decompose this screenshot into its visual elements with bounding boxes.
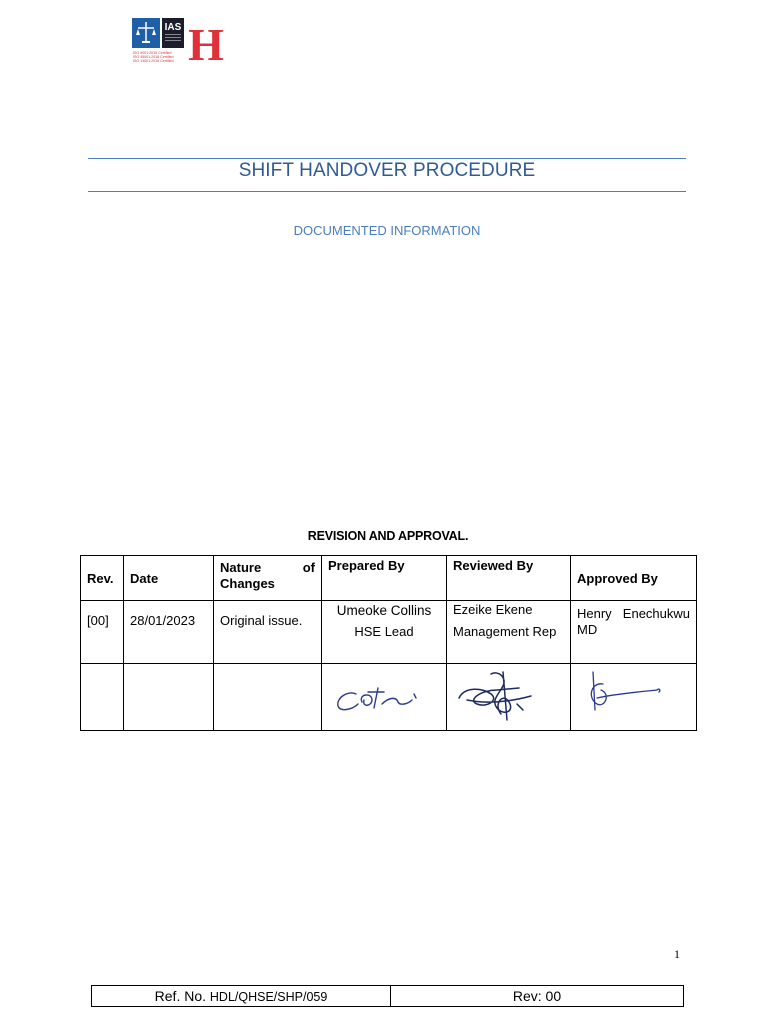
col-nature-of: of (302, 560, 315, 575)
document-subtitle: DOCUMENTED INFORMATION (293, 223, 481, 238)
col-nature-changes: Changes (220, 576, 275, 591)
ias-text: IAS (164, 22, 182, 33)
reviewed-signature (447, 664, 570, 730)
cert-line-3: ISO 14001:2015 Certified (133, 59, 174, 63)
col-rev: Rev. (81, 556, 124, 601)
reviewed-role: Management Rep (453, 624, 557, 639)
title-rule-bottom (88, 191, 686, 192)
col-nature (214, 556, 322, 601)
cert-line-2: ISO 45001:2018 Certified (133, 55, 174, 59)
col-date: Date (124, 556, 214, 601)
cell-reviewed-by (447, 601, 571, 664)
revision-row (81, 601, 697, 664)
cell-empty-nature (214, 664, 322, 731)
cell-rev: [00] (81, 601, 124, 664)
cert-line-1: ISO 9001:2015 Certified (133, 51, 172, 55)
col-reviewed-by: Reviewed By (447, 556, 571, 601)
footer-rev: Rev: 00 (391, 986, 684, 1007)
logo-graphic (132, 16, 228, 68)
footer-ref-label: Ref. No. (154, 988, 207, 1004)
prepared-signature (322, 664, 446, 730)
revision-heading: REVISION AND APPROVAL. (307, 529, 469, 543)
reviewed-name: Ezeike Ekene (453, 602, 533, 617)
logo-h-letter: H (188, 19, 224, 68)
cell-approved-by (571, 601, 697, 664)
page-number: 1 (674, 947, 680, 961)
cell-reviewed-signature (447, 664, 571, 731)
prepared-role: HSE Lead (354, 624, 414, 639)
footer-ref (92, 986, 391, 1007)
col-prepared-by: Prepared By (322, 556, 447, 601)
title-rule-top (88, 158, 686, 159)
cell-date: 28/01/2023 (124, 601, 214, 664)
prepared-name: Umeoke Collins (336, 603, 432, 618)
revision-header-row (81, 556, 697, 601)
cell-prepared-signature (322, 664, 447, 731)
signature-row (81, 664, 697, 731)
col-nature-word: Nature (220, 560, 262, 575)
footer-table (91, 985, 684, 1007)
cell-empty-date (124, 664, 214, 731)
approved-name: Henry Enechukwu (577, 606, 690, 621)
cell-prepared-by (322, 601, 447, 664)
cell-approved-signature (571, 664, 697, 731)
footer-ref-value: HDL/QHSE/SHP/059 (209, 990, 328, 1004)
revision-table (80, 555, 697, 731)
col-approved-by: Approved By (571, 556, 697, 601)
cell-empty-rev (81, 664, 124, 731)
approved-signature (571, 664, 696, 730)
approved-role: MD (577, 622, 598, 637)
document-title: SHIFT HANDOVER PROCEDURE (238, 160, 536, 181)
cell-nature: Original issue. (214, 601, 322, 664)
company-logo (132, 16, 228, 68)
